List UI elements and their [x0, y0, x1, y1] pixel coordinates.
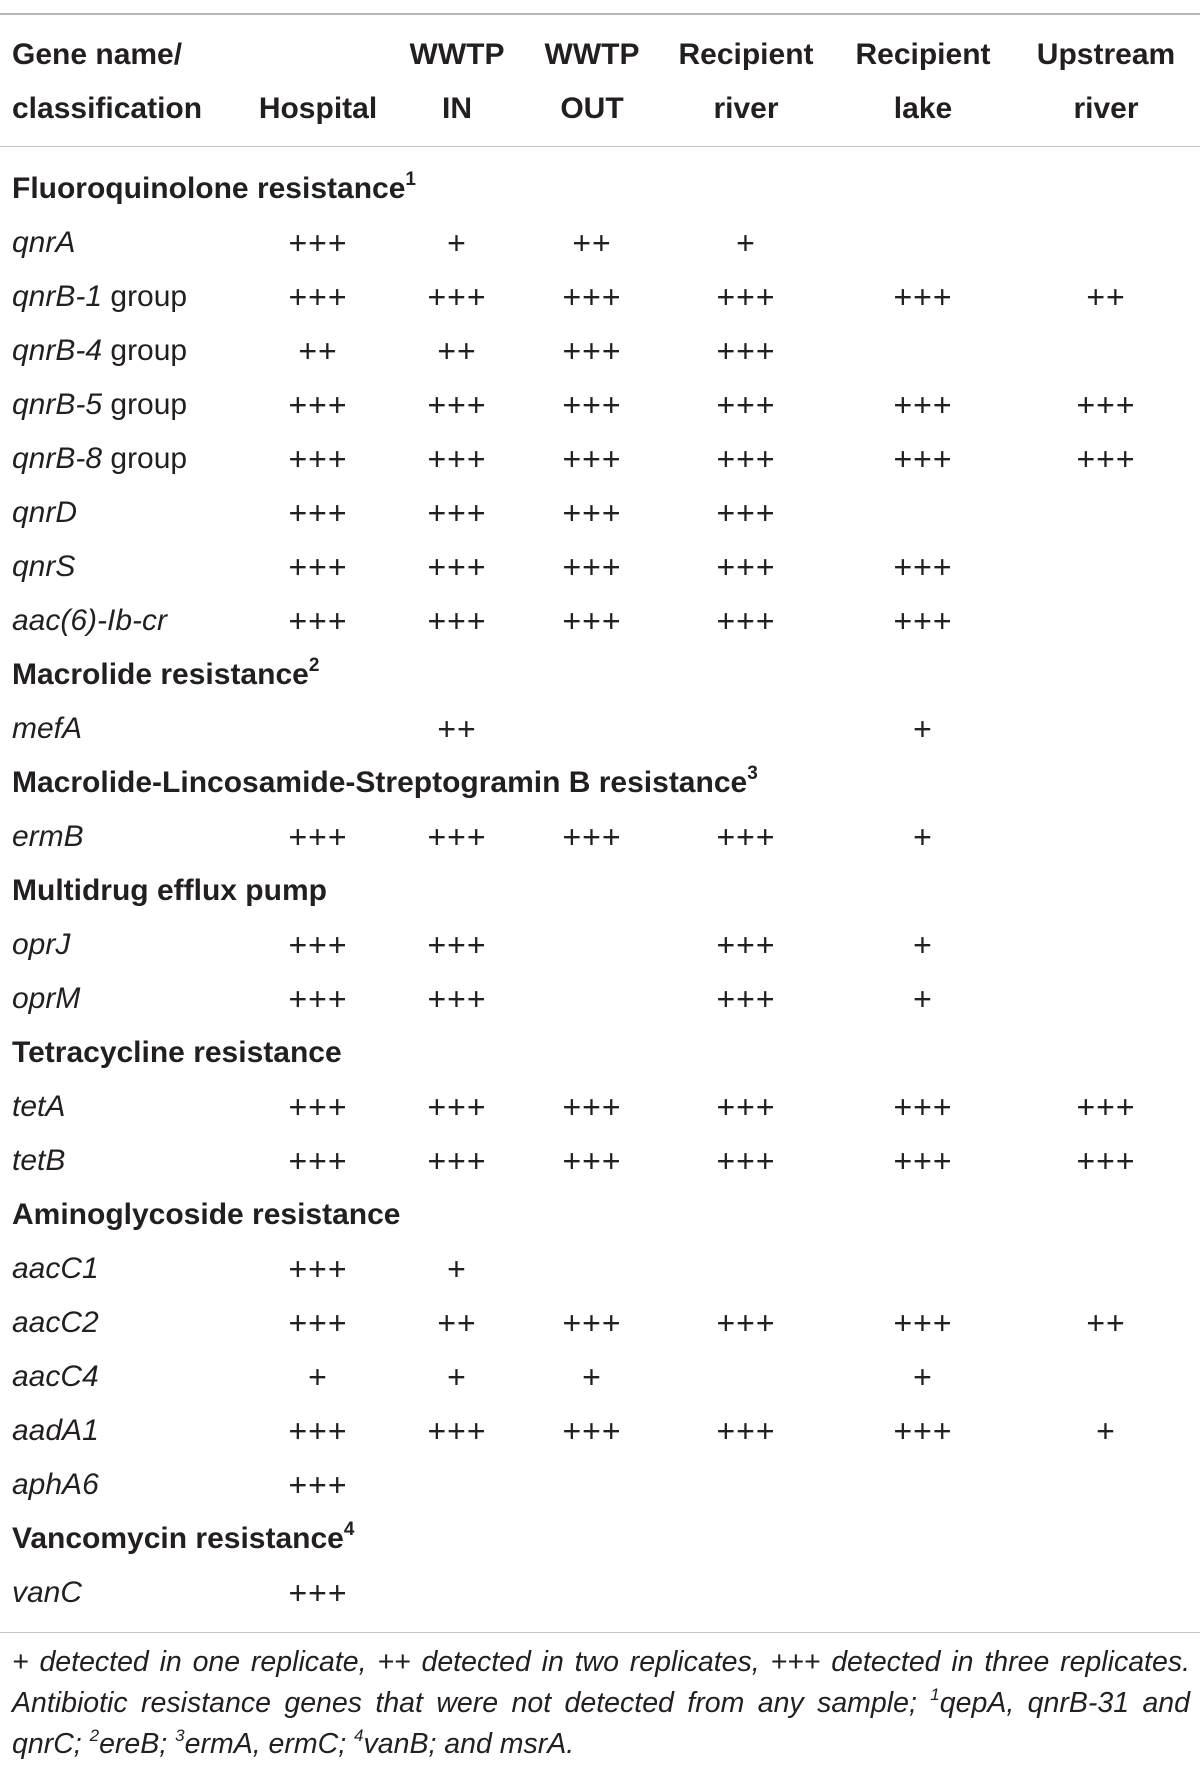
gene-name: aac(6)-Ib-cr [12, 604, 168, 637]
detection-wwtp-in: +++ [427, 1412, 487, 1449]
gene-name-cell [0, 1468, 248, 1502]
detection-wwtp-out: +++ [562, 494, 622, 531]
detection-wwtp-in: +++ [427, 980, 487, 1017]
detection-recipient-lake: +++ [893, 386, 953, 423]
section-footnote-marker: 3 [747, 763, 758, 784]
gene-name: tetB [12, 1144, 66, 1177]
gene-group-suffix: group [102, 280, 188, 313]
detection-hospital: + [308, 1358, 328, 1395]
detection-wwtp-out: +++ [562, 602, 622, 639]
detection-wwtp-in: ++ [437, 710, 477, 747]
detection-wwtp-out: +++ [562, 440, 622, 477]
gene-name-cell [0, 226, 248, 260]
gene-row [0, 972, 1200, 1026]
section-title-text: Tetracycline resistance [12, 1036, 342, 1069]
footnote-3-text: ermA, ermC; [184, 1728, 347, 1760]
detection-wwtp-out: +++ [562, 1088, 622, 1125]
table-top-rule [0, 13, 1200, 15]
gene-name: tetA [12, 1090, 66, 1123]
detection-wwtp-out: +++ [562, 1412, 622, 1449]
section-title-text: Macrolide resistance [12, 658, 309, 691]
header-row-line-1 [0, 28, 1200, 82]
detection-recipient-lake: +++ [893, 602, 953, 639]
detection-wwtp-in: +++ [427, 386, 487, 423]
gene-name-cell [0, 1252, 248, 1286]
section-title [0, 874, 1200, 908]
detection-upstream-river: ++ [1086, 278, 1126, 315]
gene-row [0, 1404, 1200, 1458]
gene-name: mefA [12, 712, 83, 745]
gene-row [0, 1242, 1200, 1296]
gene-group-suffix: group [102, 334, 188, 367]
detection-upstream-river: +++ [1076, 1088, 1136, 1125]
detection-recipient-river: +++ [716, 1142, 776, 1179]
detection-upstream-river: +++ [1076, 1142, 1136, 1179]
section-footnote-marker: 1 [405, 169, 416, 190]
detection-wwtp-in: + [447, 224, 467, 261]
section-header-row [0, 756, 1200, 810]
gene-row [0, 810, 1200, 864]
detection-wwtp-out: +++ [562, 386, 622, 423]
gene-row [0, 432, 1200, 486]
detection-hospital: +++ [288, 224, 348, 261]
detection-recipient-river: + [736, 224, 756, 261]
detection-recipient-river: +++ [716, 548, 776, 585]
footnote-marker-2: 2 [89, 1725, 100, 1745]
header-upstream-river-top: Upstream [1036, 38, 1176, 71]
resistance-gene-table [0, 28, 1200, 136]
section-footnote-marker: 4 [343, 1519, 355, 1540]
detection-hospital: +++ [288, 926, 348, 963]
detection-recipient-lake: +++ [893, 1088, 953, 1125]
detection-hospital: +++ [288, 1088, 348, 1125]
detection-wwtp-out: +++ [562, 278, 622, 315]
detection-recipient-river: +++ [716, 332, 776, 369]
gene-row [0, 1080, 1200, 1134]
header-recipient-river-top: Recipient [678, 38, 814, 71]
detection-hospital: +++ [288, 1412, 348, 1449]
section-header-row [0, 162, 1200, 216]
gene-name-cell [0, 1144, 248, 1178]
detection-hospital: +++ [288, 1304, 348, 1341]
gene-name-cell [0, 820, 248, 854]
detection-recipient-river: +++ [716, 926, 776, 963]
detection-wwtp-in: +++ [427, 1088, 487, 1125]
gene-row [0, 486, 1200, 540]
gene-row [0, 270, 1200, 324]
detection-recipient-lake: + [913, 710, 933, 747]
detection-hospital: +++ [288, 548, 348, 585]
gene-name: aadA1 [12, 1414, 99, 1447]
header-bottom-rule [0, 146, 1200, 147]
gene-name-cell [0, 1576, 248, 1610]
detection-recipient-river: +++ [716, 278, 776, 315]
gene-row [0, 1350, 1200, 1404]
gene-name: qnrB-5 [12, 388, 103, 421]
header-wwtp-out: OUT [560, 92, 624, 125]
detection-hospital: +++ [288, 1466, 348, 1503]
gene-name-cell [0, 712, 248, 746]
detection-hospital: +++ [288, 278, 348, 315]
section-footnote-marker: 2 [308, 655, 320, 676]
detection-recipient-river: +++ [716, 818, 776, 855]
header-wwtp-in: IN [442, 92, 472, 125]
gene-row [0, 216, 1200, 270]
detection-hospital: +++ [288, 386, 348, 423]
section-header-row [0, 864, 1200, 918]
detection-recipient-lake: +++ [893, 1142, 953, 1179]
detection-recipient-lake: +++ [893, 1412, 953, 1449]
footnote-marker-3: 3 [175, 1725, 185, 1745]
detection-hospital: +++ [288, 980, 348, 1017]
section-title [0, 655, 1200, 692]
detection-wwtp-in: + [447, 1250, 467, 1287]
detection-wwtp-in: ++ [437, 1304, 477, 1341]
header-row-line-2 [0, 82, 1200, 136]
gene-name-cell [0, 280, 248, 314]
detection-recipient-lake: + [913, 980, 933, 1017]
detection-recipient-lake: + [913, 1358, 933, 1395]
gene-name-cell [0, 604, 248, 638]
footnote-legend: + detected in one replicate, ++ detected in two replicates, +++ detected in three replicates. Antibiotic resistance genes that were not detected from any sample; [12, 1646, 1190, 1719]
detection-recipient-river: +++ [716, 602, 776, 639]
detection-wwtp-out: +++ [562, 1142, 622, 1179]
section-title [0, 1519, 1200, 1556]
detection-recipient-lake: +++ [893, 440, 953, 477]
gene-name: aacC4 [12, 1360, 99, 1393]
detection-hospital: +++ [288, 602, 348, 639]
gene-row [0, 540, 1200, 594]
gene-name: vanC [12, 1576, 83, 1609]
detection-hospital: +++ [288, 1250, 348, 1287]
gene-row [0, 1458, 1200, 1512]
section-title [0, 763, 1200, 800]
gene-name: ermB [12, 820, 84, 853]
gene-name: qnrD [12, 496, 78, 529]
detection-wwtp-in: +++ [427, 548, 487, 585]
detection-wwtp-in: +++ [427, 1142, 487, 1179]
footnote-marker-4: 4 [354, 1725, 364, 1745]
header-gene-name: Gene name/ [12, 38, 183, 71]
header-wwtp-out-top: WWTP [544, 38, 640, 71]
detection-recipient-lake: +++ [893, 1304, 953, 1341]
section-header-row [0, 648, 1200, 702]
detection-hospital: +++ [288, 1574, 348, 1611]
section-title-text: Macrolide-Lincosamide-Streptogramin B resistance [12, 766, 748, 799]
gene-name: oprM [12, 982, 81, 1015]
gene-name: oprJ [12, 928, 71, 961]
gene-name-cell [0, 334, 248, 368]
gene-row [0, 1134, 1200, 1188]
detection-upstream-river: ++ [1086, 1304, 1126, 1341]
detection-recipient-lake: + [913, 818, 933, 855]
footnote-marker-1: 1 [930, 1684, 940, 1704]
detection-recipient-river: +++ [716, 1088, 776, 1125]
gene-name: qnrB-8 [12, 442, 103, 475]
detection-wwtp-in: + [447, 1358, 467, 1395]
gene-name-cell [0, 1306, 248, 1340]
section-title [0, 1198, 1200, 1232]
gene-name-cell [0, 550, 248, 584]
section-header-row [0, 1512, 1200, 1566]
detection-wwtp-in: +++ [427, 602, 487, 639]
detection-hospital: +++ [288, 494, 348, 531]
gene-row [0, 702, 1200, 756]
footnote-2-text: ereB; [99, 1728, 168, 1760]
gene-name: qnrA [12, 226, 76, 259]
detection-recipient-river: +++ [716, 494, 776, 531]
gene-name: aacC2 [12, 1306, 99, 1339]
footnote-1-text: qepA, qnrB-31 and qnrC; [12, 1687, 1191, 1760]
section-title [0, 169, 1200, 206]
detection-wwtp-out: +++ [562, 1304, 622, 1341]
detection-upstream-river: +++ [1076, 440, 1136, 477]
gene-name-cell [0, 1090, 248, 1124]
gene-name-cell [0, 442, 248, 476]
gene-name-cell [0, 928, 248, 962]
header-recipient-river: river [713, 92, 779, 125]
section-title [0, 1036, 1200, 1070]
detection-hospital: +++ [288, 1142, 348, 1179]
section-title-text: Aminoglycoside resistance [12, 1198, 401, 1231]
detection-wwtp-out: +++ [562, 332, 622, 369]
detection-upstream-river: +++ [1076, 386, 1136, 423]
gene-name-cell [0, 1360, 248, 1394]
gene-row [0, 1296, 1200, 1350]
header-wwtp-in-top: WWTP [409, 38, 505, 71]
detection-wwtp-out: + [582, 1358, 602, 1395]
detection-wwtp-in: +++ [427, 818, 487, 855]
gene-row [0, 918, 1200, 972]
detection-wwtp-in: +++ [427, 278, 487, 315]
gene-name: qnrS [12, 550, 76, 583]
section-title-text: Fluoroquinolone resistance [12, 172, 406, 205]
detection-wwtp-in: +++ [427, 926, 487, 963]
gene-name: aphA6 [12, 1468, 99, 1501]
header-classification: classification [12, 92, 203, 125]
gene-name-cell [0, 1414, 248, 1448]
detection-wwtp-in: ++ [437, 332, 477, 369]
detection-hospital: +++ [288, 818, 348, 855]
gene-name: qnrB-4 [12, 334, 103, 367]
gene-name-cell [0, 982, 248, 1016]
header-upstream-river: river [1073, 92, 1139, 125]
section-title-text: Multidrug efflux pump [12, 874, 327, 907]
gene-row [0, 594, 1200, 648]
gene-group-suffix: group [102, 388, 188, 421]
gene-row [0, 378, 1200, 432]
gene-group-suffix: group [102, 442, 188, 475]
gene-name: qnrB-1 [12, 280, 103, 313]
detection-hospital: +++ [288, 440, 348, 477]
detection-recipient-river: +++ [716, 1412, 776, 1449]
detection-recipient-river: +++ [716, 386, 776, 423]
gene-name-cell [0, 496, 248, 530]
footnote-4-text: vanB; and msrA. [363, 1728, 575, 1760]
detection-wwtp-out: +++ [562, 548, 622, 585]
detection-wwtp-in: +++ [427, 440, 487, 477]
detection-recipient-river: +++ [716, 980, 776, 1017]
table-bottom-rule [0, 1632, 1200, 1633]
section-title-text: Vancomycin resistance [12, 1522, 344, 1555]
detection-recipient-lake: +++ [893, 548, 953, 585]
gene-name: aacC1 [12, 1252, 99, 1285]
table-body [0, 162, 1200, 1620]
table-footnote [12, 1642, 1190, 1765]
detection-upstream-river: + [1096, 1412, 1116, 1449]
detection-recipient-lake: + [913, 926, 933, 963]
detection-wwtp-in: +++ [427, 494, 487, 531]
detection-wwtp-out: +++ [562, 818, 622, 855]
gene-row [0, 1566, 1200, 1620]
detection-recipient-river: +++ [716, 1304, 776, 1341]
header-hospital: Hospital [258, 92, 378, 125]
header-recipient-lake: lake [893, 92, 953, 125]
detection-recipient-lake: +++ [893, 278, 953, 315]
section-header-row [0, 1026, 1200, 1080]
detection-hospital: ++ [298, 332, 338, 369]
section-header-row [0, 1188, 1200, 1242]
gene-name-cell [0, 388, 248, 422]
detection-recipient-river: +++ [716, 440, 776, 477]
detection-wwtp-out: ++ [572, 224, 612, 261]
header-recipient-lake-top: Recipient [855, 38, 991, 71]
gene-row [0, 324, 1200, 378]
